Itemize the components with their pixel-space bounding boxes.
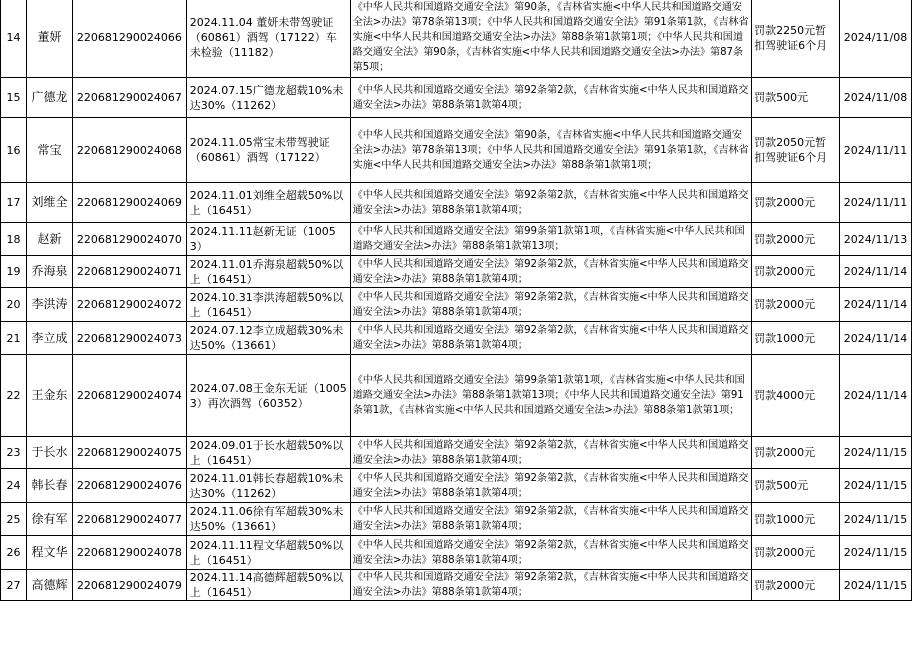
name-cell: 刘维全: [26, 183, 72, 223]
penalty-cell: 罚款4000元: [752, 355, 840, 437]
date-cell: 2024/11/14: [840, 322, 912, 355]
row-number-cell: 14: [1, 0, 27, 78]
law-basis-cell: 《中华人民共和国道路交通安全法》第92条第2款，《吉林省实施<中华人民共和国道路交通安全法>办法》第88条第1款第4项；: [350, 570, 752, 601]
table-row: [1, 118, 912, 183]
penalty-cell: 罚款2000元: [752, 437, 840, 469]
row-number-cell: 15: [1, 78, 27, 118]
table-row: [1, 469, 912, 503]
case-id-cell: 220681290024070: [72, 223, 186, 256]
penalty-cell: 罚款1000元: [752, 322, 840, 355]
case-id-cell: 220681290024075: [72, 437, 186, 469]
date-cell: 2024/11/11: [840, 118, 912, 183]
table-body: [1, 0, 912, 601]
name-cell: 赵新: [26, 223, 72, 256]
case-id-cell: 220681290024067: [72, 78, 186, 118]
row-number-cell: 18: [1, 223, 27, 256]
law-basis-cell: 《中华人民共和国道路交通安全法》第90条，《吉林省实施<中华人民共和国道路交通安全法>办法》第78条第13项；《中华人民共和国道路交通安全法》第91条第1款，《吉林省实施<中华人民共和国道路交通安全法>办法》第88条第1款第1项；: [350, 118, 752, 183]
table-row: [1, 355, 912, 437]
violation-cell: 2024.11.01韩长春超载10%未达30%（11262）: [186, 469, 350, 503]
law-basis-cell: 《中华人民共和国道路交通安全法》第99条第1款第1项，《吉林省实施<中华人民共和国道路交通安全法>办法》第88条第1款第13项；: [350, 223, 752, 256]
table-row: [1, 78, 912, 118]
name-cell: 广德龙: [26, 78, 72, 118]
law-basis-cell: 《中华人民共和国道路交通安全法》第92条第2款，《吉林省实施<中华人民共和国道路交通安全法>办法》第88条第1款第4项；: [350, 437, 752, 469]
date-cell: 2024/11/15: [840, 570, 912, 601]
violation-cell: 2024.11.01乔海泉超载50%以上（16451）: [186, 256, 350, 288]
date-cell: 2024/11/15: [840, 469, 912, 503]
table-row: [1, 288, 912, 322]
penalty-cell: 罚款2000元: [752, 256, 840, 288]
violation-cell: 2024.11.14高德辉超载50%以上（16451）: [186, 570, 350, 601]
table-row: [1, 536, 912, 570]
law-basis-cell: 《中华人民共和国道路交通安全法》第92条第2款，《吉林省实施<中华人民共和国道路交通安全法>办法》第88条第1款第4项；: [350, 536, 752, 570]
name-cell: 王金东: [26, 355, 72, 437]
law-basis-cell: 《中华人民共和国道路交通安全法》第99条第1款第1项，《吉林省实施<中华人民共和国道路交通安全法>办法》第88条第1款第13项；《中华人民共和国道路交通安全法》第91条第1款，《吉林省实施<中华人民共和国道路交通安全法>办法》第88条第1款第1项；: [350, 355, 752, 437]
case-id-cell: 220681290024069: [72, 183, 186, 223]
violation-cell: 2024.07.12李立成超载30%未达50%（13661）: [186, 322, 350, 355]
case-id-cell: 220681290024077: [72, 503, 186, 536]
row-number-cell: 17: [1, 183, 27, 223]
table-row: [1, 223, 912, 256]
law-basis-cell: 《中华人民共和国道路交通安全法》第90条，《吉林省实施<中华人民共和国道路交通安全法>办法》第78条第13项；《中华人民共和国道路交通安全法》第91条第1款，《吉林省实施<中华人民共和国道路交通安全法>办法》第88条第1款第1项；《中华人民共和国道路交通安全法》第90条，《吉林省实施<中华人民共和国道路交通安全法>办法》第87条第5项；: [350, 0, 752, 78]
case-id-cell: 220681290024072: [72, 288, 186, 322]
date-cell: 2024/11/13: [840, 223, 912, 256]
penalty-cell: 罚款2250元暂扣驾驶证6个月: [752, 0, 840, 78]
date-cell: 2024/11/14: [840, 256, 912, 288]
penalty-cell: 罚款2000元: [752, 570, 840, 601]
violation-cell: 2024.09.01于长水超载50%以上（16451）: [186, 437, 350, 469]
penalty-cell: 罚款1000元: [752, 503, 840, 536]
date-cell: 2024/11/14: [840, 355, 912, 437]
violation-cell: 2024.11.04 董妍未带驾驶证（60861）酒驾（17122）车未检验（11182）: [186, 0, 350, 78]
row-number-cell: 20: [1, 288, 27, 322]
penalty-cell: 罚款2000元: [752, 183, 840, 223]
name-cell: 董妍: [26, 0, 72, 78]
date-cell: 2024/11/14: [840, 288, 912, 322]
date-cell: 2024/11/15: [840, 437, 912, 469]
violation-cell: 2024.10.31李洪涛超载50%以上（16451）: [186, 288, 350, 322]
name-cell: 李洪涛: [26, 288, 72, 322]
row-number-cell: 24: [1, 469, 27, 503]
violation-cell: 2024.11.05常宝未带驾驶证（60861）酒驾（17122）: [186, 118, 350, 183]
row-number-cell: 26: [1, 536, 27, 570]
table-row: [1, 322, 912, 355]
date-cell: 2024/11/15: [840, 503, 912, 536]
penalty-cell: 罚款2000元: [752, 536, 840, 570]
case-id-cell: 220681290024071: [72, 256, 186, 288]
name-cell: 韩长春: [26, 469, 72, 503]
table-row: [1, 570, 912, 601]
case-id-cell: 220681290024076: [72, 469, 186, 503]
penalty-cell: 罚款500元: [752, 78, 840, 118]
law-basis-cell: 《中华人民共和国道路交通安全法》第92条第2款，《吉林省实施<中华人民共和国道路交通安全法>办法》第88条第1款第4项；: [350, 322, 752, 355]
row-number-cell: 19: [1, 256, 27, 288]
law-basis-cell: 《中华人民共和国道路交通安全法》第92条第2款，《吉林省实施<中华人民共和国道路交通安全法>办法》第88条第1款第4项；: [350, 256, 752, 288]
row-number-cell: 25: [1, 503, 27, 536]
row-number-cell: 16: [1, 118, 27, 183]
violation-cell: 2024.11.01刘维全超载50%以上（16451）: [186, 183, 350, 223]
row-number-cell: 23: [1, 437, 27, 469]
penalty-cell: 罚款500元: [752, 469, 840, 503]
name-cell: 徐有军: [26, 503, 72, 536]
date-cell: 2024/11/08: [840, 0, 912, 78]
date-cell: 2024/11/11: [840, 183, 912, 223]
penalty-cell: 罚款2000元: [752, 223, 840, 256]
case-id-cell: 220681290024079: [72, 570, 186, 601]
law-basis-cell: 《中华人民共和国道路交通安全法》第92条第2款，《吉林省实施<中华人民共和国道路交通安全法>办法》第88条第1款第4项；: [350, 503, 752, 536]
date-cell: 2024/11/08: [840, 78, 912, 118]
table-row: [1, 503, 912, 536]
table-row: [1, 0, 912, 78]
violation-cell: 2024.11.06徐有军超载30%未达50%（13661）: [186, 503, 350, 536]
case-id-cell: 220681290024068: [72, 118, 186, 183]
law-basis-cell: 《中华人民共和国道路交通安全法》第92条第2款，《吉林省实施<中华人民共和国道路交通安全法>办法》第88条第1款第4项；: [350, 78, 752, 118]
name-cell: 常宝: [26, 118, 72, 183]
violation-cell: 2024.07.08王金东无证（10053）再次酒驾（60352）: [186, 355, 350, 437]
violation-cell: 2024.11.11赵新无证（10053）: [186, 223, 350, 256]
name-cell: 于长水: [26, 437, 72, 469]
law-basis-cell: 《中华人民共和国道路交通安全法》第92条第2款，《吉林省实施<中华人民共和国道路交通安全法>办法》第88条第1款第4项；: [350, 183, 752, 223]
penalty-cell: 罚款2050元暂扣驾驶证6个月: [752, 118, 840, 183]
penalty-cell: 罚款2000元: [752, 288, 840, 322]
row-number-cell: 22: [1, 355, 27, 437]
table-row: [1, 183, 912, 223]
date-cell: 2024/11/15: [840, 536, 912, 570]
case-id-cell: 220681290024078: [72, 536, 186, 570]
law-basis-cell: 《中华人民共和国道路交通安全法》第92条第2款，《吉林省实施<中华人民共和国道路交通安全法>办法》第88条第1款第4项；: [350, 469, 752, 503]
law-basis-cell: 《中华人民共和国道路交通安全法》第92条第2款，《吉林省实施<中华人民共和国道路交通安全法>办法》第88条第1款第4项；: [350, 288, 752, 322]
case-id-cell: 220681290024066: [72, 0, 186, 78]
name-cell: 李立成: [26, 322, 72, 355]
case-id-cell: 220681290024073: [72, 322, 186, 355]
name-cell: 程文华: [26, 536, 72, 570]
row-number-cell: 27: [1, 570, 27, 601]
name-cell: 乔海泉: [26, 256, 72, 288]
violation-cell: 2024.11.11程文华超载50%以上（16451）: [186, 536, 350, 570]
row-number-cell: 21: [1, 322, 27, 355]
case-id-cell: 220681290024074: [72, 355, 186, 437]
table-row: [1, 437, 912, 469]
table-row: [1, 256, 912, 288]
violation-cell: 2024.07.15广德龙超载10%未达30%（11262）: [186, 78, 350, 118]
name-cell: 高德辉: [26, 570, 72, 601]
